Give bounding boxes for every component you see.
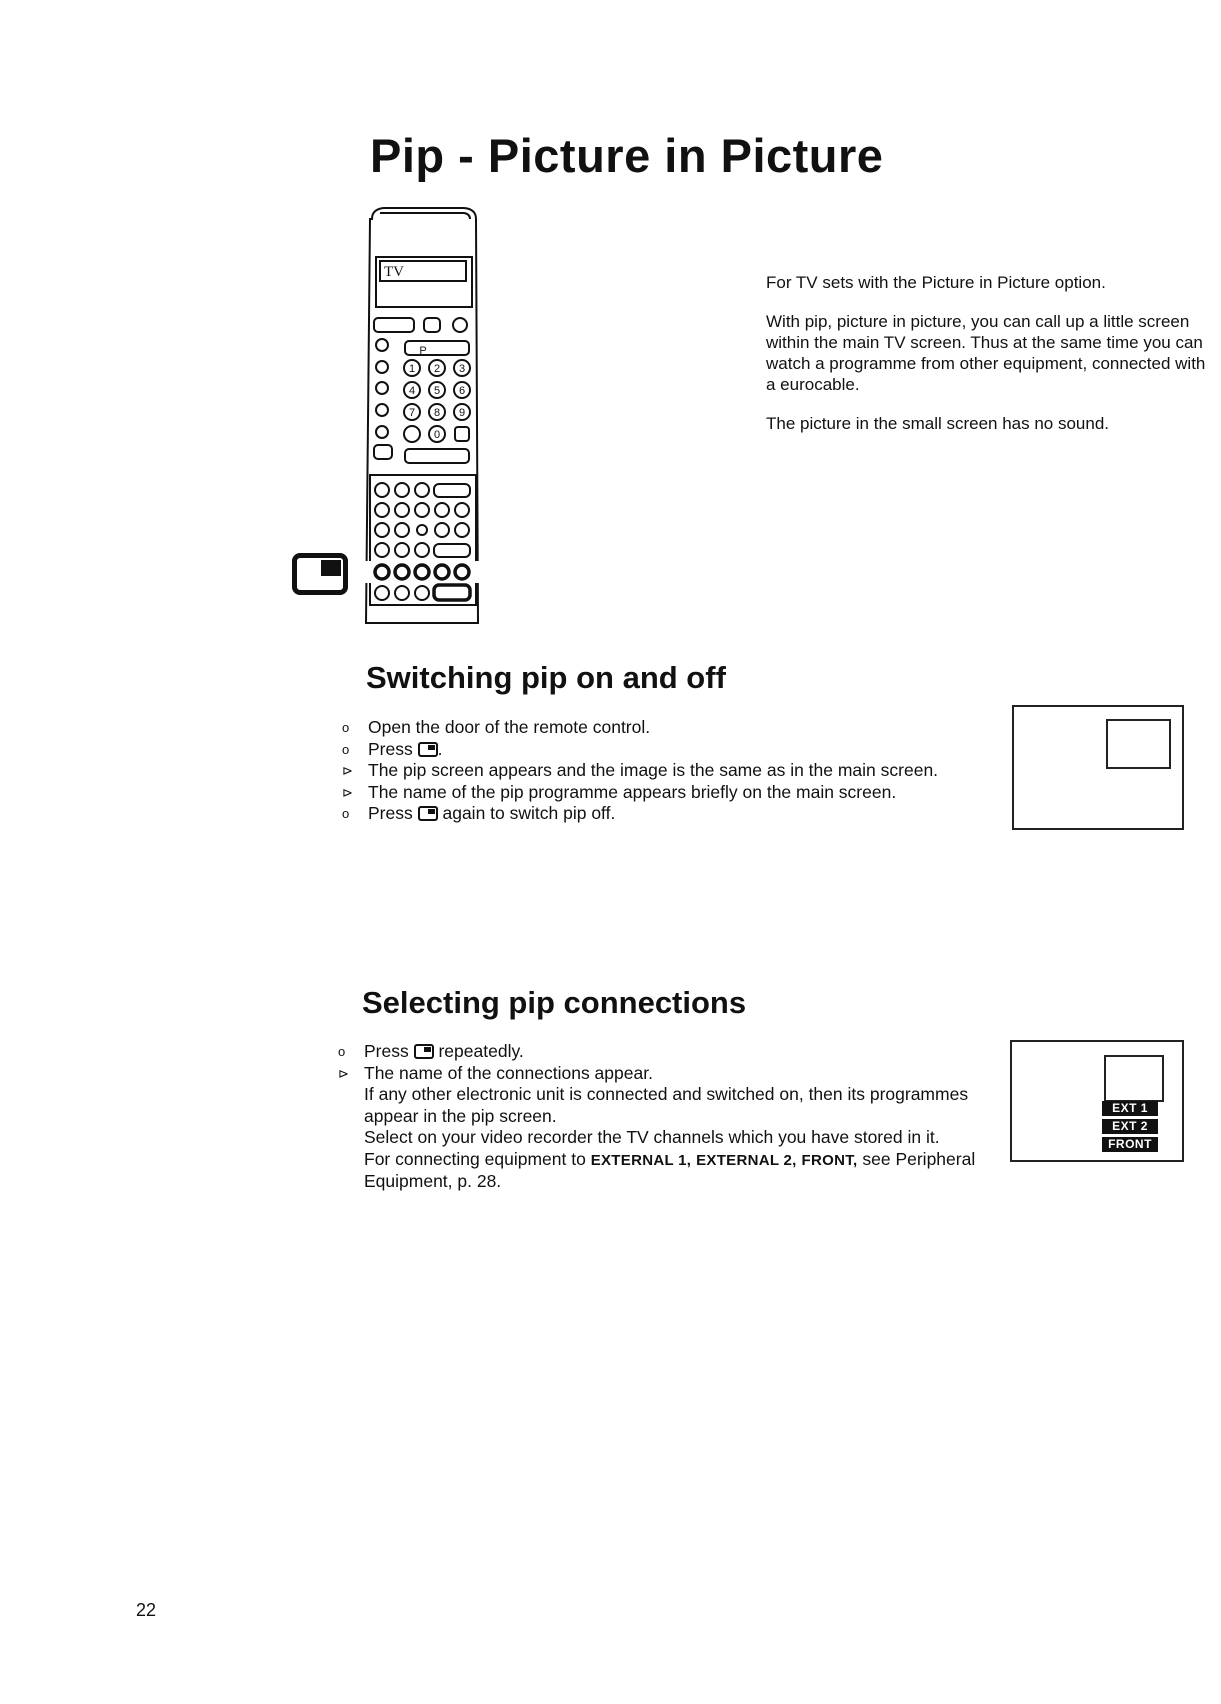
connection-label-ext1: EXT 1 — [1102, 1101, 1158, 1116]
tv-screen-illustration — [1012, 705, 1184, 830]
selecting-steps — [338, 1041, 978, 1193]
remote-control-illustration — [360, 205, 490, 630]
svg-text:9: 9 — [458, 407, 466, 419]
pip-icon — [418, 806, 438, 821]
svg-text:4: 4 — [408, 385, 416, 397]
list-item: ⊳ The pip screen appears and the image is the same as in the main screen. — [342, 760, 939, 780]
list-item: o Press . — [342, 738, 443, 759]
page-title: Pip - Picture in Picture — [370, 129, 884, 182]
svg-text:3: 3 — [458, 363, 466, 375]
list-item: o Press repeatedly. — [338, 1041, 524, 1061]
intro-text — [766, 272, 1206, 452]
page-number: 22 — [136, 1600, 157, 1620]
pip-window — [1104, 1055, 1164, 1102]
intro-paragraph: For TV sets with the Picture in Picture option. — [766, 273, 1106, 292]
svg-text:7: 7 — [408, 407, 416, 419]
connection-label-ext2: EXT 2 — [1102, 1119, 1158, 1134]
intro-paragraph: With pip, picture in picture, you can call up a little screen within the main TV screen. Thus at the same time you can watch a programme from other equipment, connected with a eurocable. — [766, 312, 1206, 394]
list-item: o Open the door of the remote control. — [342, 717, 651, 737]
intro-paragraph: The picture in the small screen has no sound. — [766, 414, 1110, 433]
svg-text:6: 6 — [458, 385, 466, 397]
svg-text:8: 8 — [433, 407, 441, 419]
list-item: o Press again to switch pip off. — [342, 803, 616, 823]
pip-icon — [418, 742, 438, 757]
switching-steps — [342, 717, 962, 825]
rocker-p-label: P — [419, 345, 427, 357]
list-item: ⊳ The name of the pip programme appears briefly on the main screen. — [342, 781, 897, 802]
svg-text:1: 1 — [408, 363, 416, 375]
svg-text:2: 2 — [433, 363, 441, 375]
pip-window — [1106, 719, 1171, 769]
svg-text:5: 5 — [433, 385, 441, 397]
section-heading-selecting: Selecting pip connections — [362, 985, 747, 1020]
pip-button-icon — [292, 553, 348, 595]
connection-label-front: FRONT — [1102, 1137, 1158, 1152]
svg-text:0: 0 — [433, 429, 441, 441]
pip-icon — [414, 1044, 434, 1059]
list-item: ⊳ The name of the connections appear. If any other electronic unit is connected and switched on, then its programmes appear in the pip screen. Select on your video recorder the TV channels which you have stored in it. For connecting equipment to EXTERNAL 1, EXTERNAL 2, FRONT, see Peripheral Equipment, p. 28. — [338, 1062, 976, 1191]
remote-display-label: TV — [384, 264, 404, 280]
section-heading-switching: Switching pip on and off — [366, 660, 726, 695]
